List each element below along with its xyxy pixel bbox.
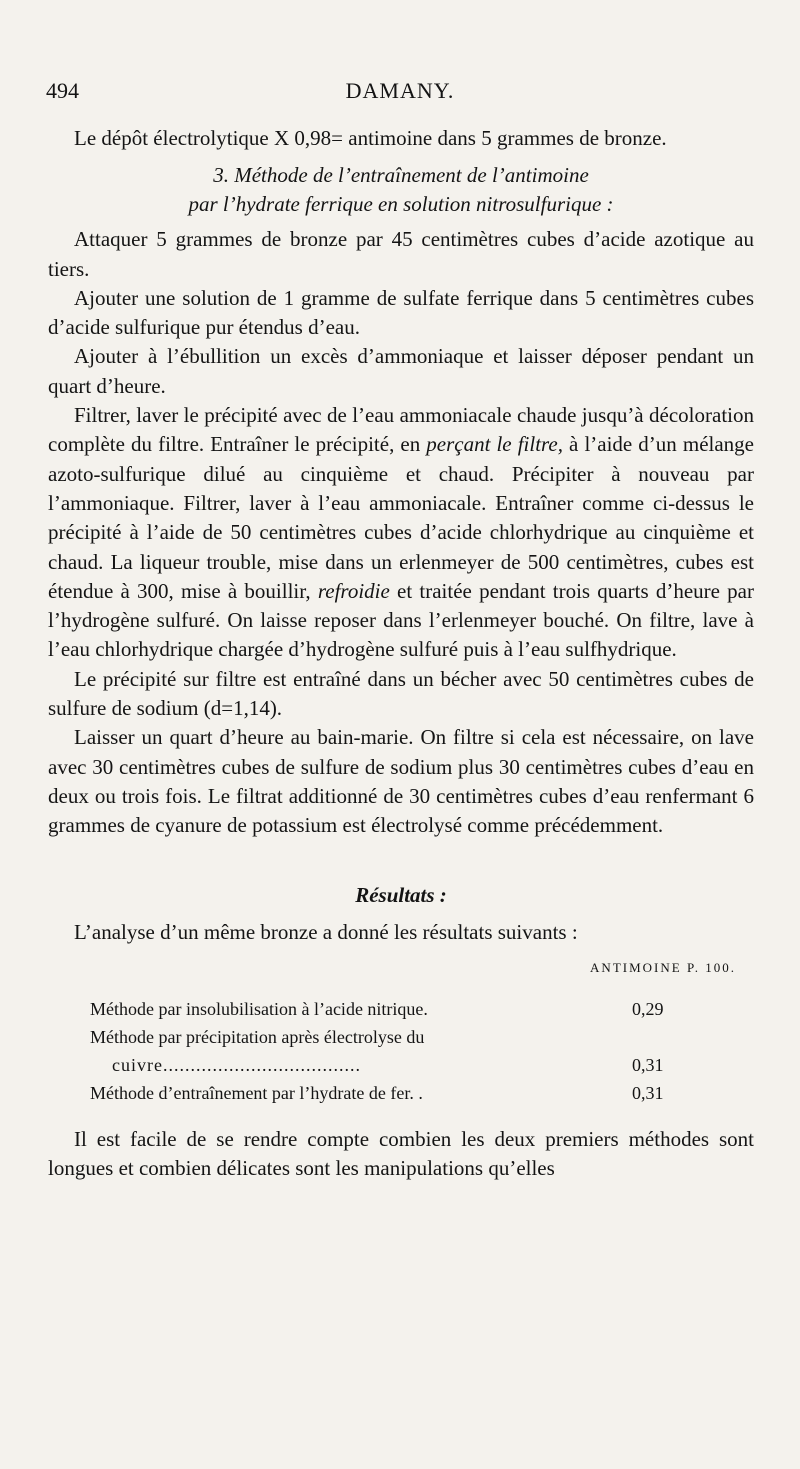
table-row-label: Méthode d’entraînement par l’hydrate de fer. . <box>90 1083 423 1104</box>
paragraph-closing: Il est facile de se rendre compte combien les deux premiers méthodes sont longues et combien délicates sont les manipulations qu’elles <box>48 1127 754 1181</box>
table-row-label-continuation: cuivre.................................... <box>112 1055 361 1076</box>
paragraph-bain-marie: Laisser un quart d’heure au bain-marie. On filtre si cela est nécessaire, on lave avec 30 centimètres cubes de sulfure de sodium plus 30 centimètres cubes d’eau en deux ou trois fois. Le filtrat additionné de 30 centimètres cubes d’eau renfermant 6 grammes de cyanure de potassium est électrolysé comme précédemment. <box>48 725 754 838</box>
paragraph-filter-part-c: à l’aide d’un mélange azoto-sulfurique dilué au cinquième et chaud. Précipiter à nouveau par l’ammoniaque. Filtrer, laver à l’eau ammoniacale. Entraîner comme ci-dessus le précipité à l’aide de 50 centimètres cubes d’acide chlorhydrique au cinquième et chaud. La liqueur trouble, mise dans un erlenmeyer de 500 centimètres, cubes est étendue à 300, mise à bouillir, <box>48 432 754 603</box>
results-column-header: ANTIMOINE P. 100. <box>590 960 736 976</box>
results-title: Résultats : <box>355 882 447 907</box>
paragraph-filter-emphasis-2: refroidie <box>317 578 390 603</box>
page-number: 494 <box>46 78 79 103</box>
paragraph-add-solution: Ajouter une solution de 1 gramme de sulfate ferrique dans 5 centimètres cubes d’acide sulfurique pur étendus d’eau. <box>48 285 754 340</box>
results-intro: L’analyse d’un même bronze a donné les résultats suivants : <box>74 919 578 944</box>
table-row <box>90 995 702 1023</box>
paragraph-filter-emphasis-1: perçant le filtre, <box>426 432 563 457</box>
table-row-label: Méthode par précipitation après électrolyse du <box>90 1027 425 1048</box>
table-row <box>90 1023 702 1051</box>
paragraph-deposit: Le dépôt électrolytique X 0,98= antimoine dans 5 grammes de bronze. <box>74 126 667 150</box>
table-row-value: 0,31 <box>632 1055 664 1076</box>
results-table <box>90 995 702 1107</box>
paragraph-attack: Attaquer 5 grammes de bronze par 45 centimètres cubes d’acide azotique au tiers. <box>48 227 754 281</box>
section-heading-line-2: par l’hydrate ferrique en solution nitrosulfurique : <box>188 192 614 217</box>
paragraph-add-ammonia: Ajouter à l’ébullition un excès d’ammoniaque et laisser déposer pendant un quart d’heure. <box>48 344 754 398</box>
table-row <box>90 1079 702 1107</box>
table-row-value: 0,29 <box>632 999 664 1020</box>
paragraph-filter-part-a: Filtrer, laver le précipité avec de l’eau ammoniacale chaude jusqu’à décoloration complète du filtre. Entraîner le précipité, en <box>48 403 754 457</box>
paragraph-filter <box>48 401 754 665</box>
page-body <box>48 124 754 1184</box>
paragraph-precipitate: Le précipité sur filtre est entraîné dans un bécher avec 50 centimètres cubes de sulfure de sodium (d=1,14). <box>48 666 754 721</box>
section-heading-line-1: 3. Méthode de l’entraînement de l’antimoine <box>213 163 589 188</box>
table-row-label: Méthode par insolubilisation à l’acide nitrique. <box>90 999 428 1020</box>
table-row-continuation <box>90 1051 702 1079</box>
table-row-value: 0,31 <box>632 1083 664 1104</box>
running-head: DAMANY. <box>345 78 455 103</box>
paragraph-filter-part-e: et traitée pendant trois quarts d’heure par l’hydrogène sulfuré. On laisse reposer dans l’erlenmeyer bouché. On filtre, lave à l’eau chlorhydrique chargée d’hydrogène sulfuré puis à l’eau sulfhydrique. <box>48 578 754 662</box>
page-header <box>46 78 754 108</box>
section-heading <box>48 161 754 219</box>
